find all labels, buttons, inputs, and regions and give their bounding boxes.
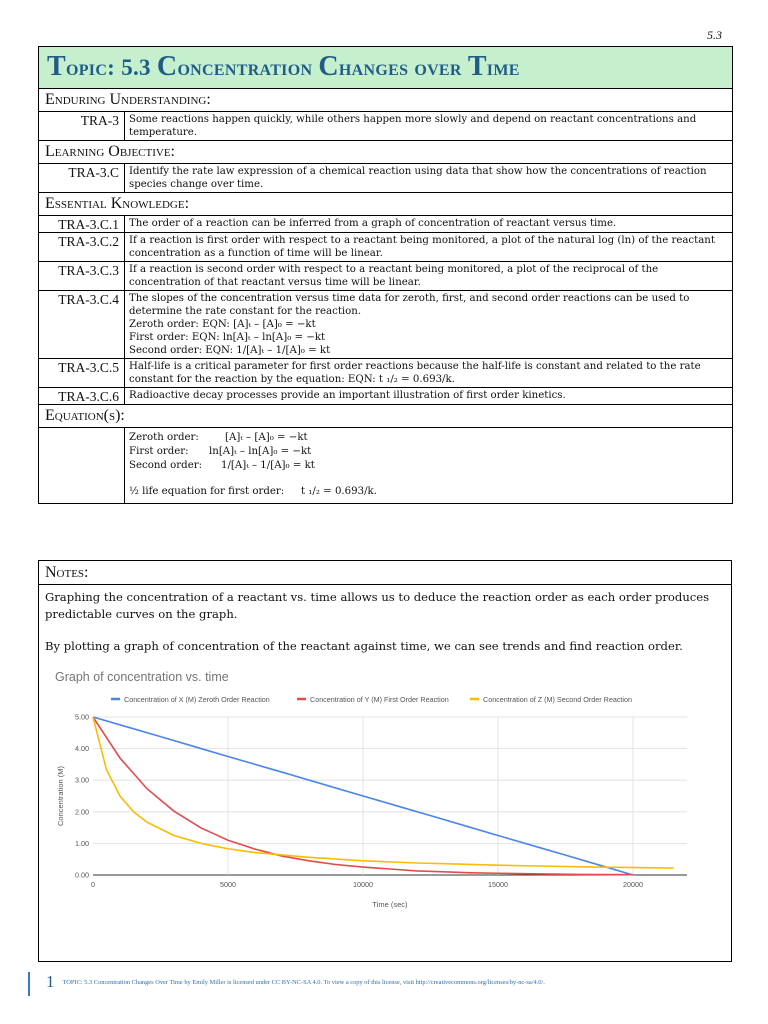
row-code-empty [39,428,125,504]
topic-title: Topic: 5.3 Concentration Changes over Time [39,47,733,89]
footer-page-number: 1 [46,972,55,991]
row-code: TRA-3.C.5 [39,359,125,388]
table-row [39,216,733,233]
chart-title: Graph of concentration vs. time [55,670,229,684]
y-tick-label: 0.00 [75,870,89,880]
page-number: 5.3 [707,28,722,42]
footer [28,972,766,996]
y-tick-label: 4.00 [75,744,89,754]
equations-block [125,428,733,504]
row-text: Half-life is a critical parameter for first order reactions because the half-life is constant and related to the rate constant for the reaction by the equation: EQN: t ₁/₂ = 0.693/k. [125,359,733,388]
concentration-chart [45,665,725,955]
knowledge-heading: Essential Knowledge: [39,193,733,216]
table-row [39,359,733,388]
second-order-eqn: Second order: EQN: 1/[A]ₜ – 1/[A]₀ = kt [129,345,331,356]
row-code: TRA-3 [39,112,125,141]
notes-box [38,560,732,962]
zeroth-equation: [A]ₜ – [A]₀ = −kt [225,432,308,443]
y-tick-label: 2.00 [75,807,89,817]
row-code: TRA-3.C.2 [39,233,125,262]
first-label: First order: [129,446,189,457]
first-equation: ln[A]ₜ – ln[A]₀ = −kt [209,446,312,457]
row-text-block [125,291,733,359]
zeroth-order-eqn: Zeroth order: EQN: [A]ₜ – [A]₀ = −kt [129,319,316,330]
objective-heading: Learning Objective: [39,141,733,164]
x-tick-label: 10000 [353,880,373,889]
enduring-heading: Enduring Understanding: [39,89,733,112]
notes-heading: Notes: [39,561,731,585]
series-line-3 [93,717,674,868]
table-row [39,388,733,405]
row-text: The slopes of the concentration versus time data for zeroth, first, and second order reactions can be used to determine the rate constant for the reaction. [129,293,690,317]
row-code: TRA-3.C.3 [39,262,125,291]
y-axis-label: Concentration (M) [56,765,65,827]
chart-container [45,665,725,955]
half-life-equation: t ₁/₂ = 0.693/k. [301,486,377,497]
topic-table [38,46,733,504]
table-row [39,164,733,193]
legend-label: Concentration of Y (M) First Order Reaction [310,695,449,704]
row-text: If a reaction is second order with respect to a reactant being monitored, a plot of the reciprocal of the concentration of that reactant versus time will be linear. [125,262,733,291]
legend-label: Concentration of X (M) Zeroth Order Reaction [124,695,270,704]
table-row [39,112,733,141]
x-tick-label: 0 [91,880,95,889]
table-row [39,291,733,359]
row-code: TRA-3.C.1 [39,216,125,233]
table-row [39,233,733,262]
first-order-eqn: First order: EQN: ln[A]ₜ – ln[A]₀ = −kt [129,332,326,343]
row-text: Identify the rate law expression of a chemical reaction using data that show how the concentrations of reaction species change over time. [125,164,733,193]
row-code: TRA-3.C.6 [39,388,125,405]
row-code: TRA-3.C [39,164,125,193]
x-tick-label: 5000 [220,880,236,889]
row-text: Radioactive decay processes provide an important illustration of first order kinetics. [125,388,733,405]
table-row [39,428,733,504]
y-tick-label: 3.00 [75,775,89,785]
table-row [39,262,733,291]
row-code: TRA-3.C.4 [39,291,125,359]
row-text: The order of a reaction can be inferred from a graph of concentration of reactant versus time. [125,216,733,233]
row-text: If a reaction is first order with respect to a reactant being monitored, a plot of the natural log (ln) of the reactant concentration as a function of time will be linear. [125,233,733,262]
second-label: Second order: [129,460,203,471]
notes-paragraph-2: By plotting a graph of concentration of the reactant against time, we can see trends and find reaction order. [45,639,683,653]
x-axis-label: Time (sec) [372,900,408,909]
x-tick-label: 20000 [623,880,643,889]
half-life-label: ½ life equation for first order: [129,486,285,497]
y-tick-label: 1.00 [75,838,89,848]
license-text: TOPIC: 5.3 Concentration Changes Over Time by Emily Miller is licensed under CC BY-NC-SA 4.0. To view a copy of this license, visit http://creativecommons.org/licenses/by-nc-sa/4.0/. [62,978,545,986]
second-equation: 1/[A]ₜ – 1/[A]₀ = kt [221,460,315,471]
row-text: Some reactions happen quickly, while others happen more slowly and depend on reactant concentrations and temperature. [125,112,733,141]
equations-heading: Equation(s): [39,405,733,428]
y-tick-label: 5.00 [75,712,89,722]
legend-label: Concentration of Z (M) Second Order Reaction [483,695,633,704]
zeroth-label: Zeroth order: [129,432,199,443]
notes-paragraph-1: Graphing the concentration of a reactant vs. time allows us to deduce the reaction order as each order produces predictable curves on the graph. [45,590,710,621]
x-tick-label: 15000 [488,880,508,889]
